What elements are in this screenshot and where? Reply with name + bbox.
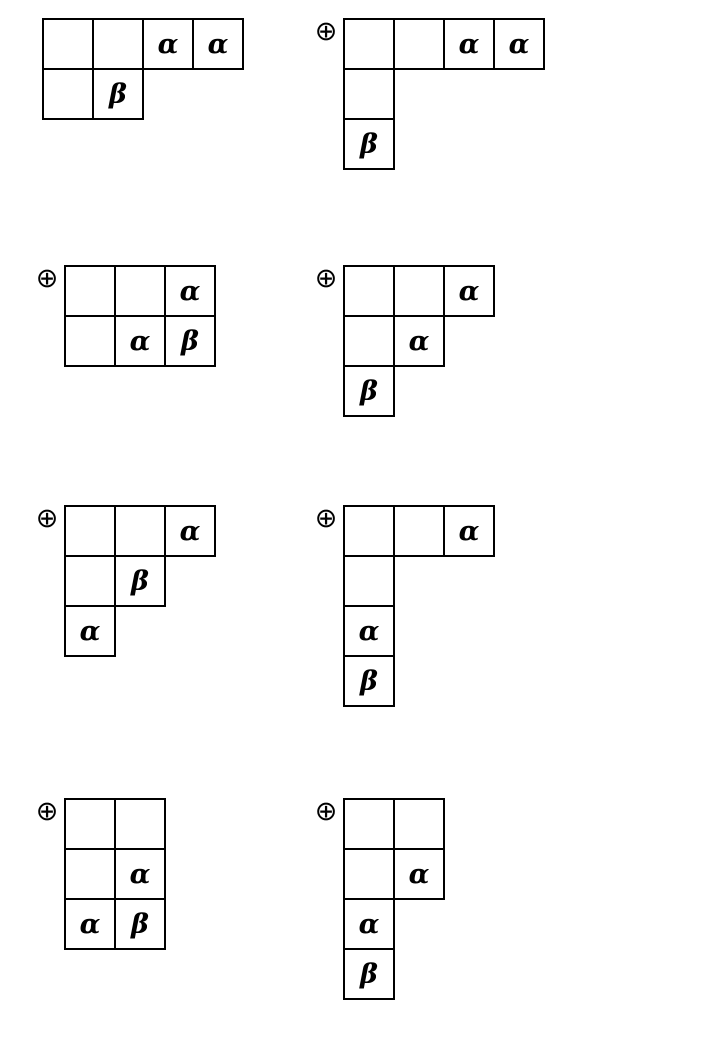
direct-sum-operator-icon: ⊕	[314, 263, 338, 294]
tableau-row	[343, 948, 445, 1000]
tableau-cell-empty	[393, 18, 445, 70]
tableau-group	[30, 265, 216, 367]
tableau-cell-labeled: β	[343, 655, 395, 707]
tableau-cell-labeled: α	[64, 898, 116, 950]
tableau-group	[8, 18, 244, 120]
tableau-cell-labeled: α	[142, 18, 194, 70]
tableau-row	[64, 265, 216, 317]
tableau-cell-labeled: α	[343, 605, 395, 657]
tableau-cell-empty	[343, 315, 395, 367]
young-tableau	[343, 18, 545, 170]
tableau-cell-labeled: α	[114, 315, 166, 367]
tableau-row	[343, 18, 545, 70]
direct-sum-operator-icon: ⊕	[35, 796, 59, 827]
tableau-row	[343, 605, 495, 657]
tableau-cell-labeled: β	[343, 118, 395, 170]
tableau-cell-empty	[343, 265, 395, 317]
tableau-row	[64, 848, 166, 900]
tableau-cell-empty	[343, 68, 395, 120]
tableau-cell-labeled: α	[443, 265, 495, 317]
tableau-cell-labeled: β	[114, 555, 166, 607]
tableau-cell-labeled: β	[164, 315, 216, 367]
tableau-cell-empty	[64, 505, 116, 557]
young-tableau	[64, 265, 216, 367]
tableau-group	[30, 505, 216, 657]
tableau-cell-labeled: α	[64, 605, 116, 657]
tableau-cell-empty	[393, 798, 445, 850]
tableau-row	[343, 555, 495, 607]
young-tableau	[42, 18, 244, 120]
tableau-group	[30, 798, 166, 950]
tableau-cell-empty	[64, 555, 116, 607]
tableau-cell-empty	[343, 18, 395, 70]
tableau-cell-labeled: α	[164, 265, 216, 317]
tableau-cell-labeled: α	[493, 18, 545, 70]
tableau-row	[343, 265, 495, 317]
tableau-cell-empty	[92, 18, 144, 70]
tableau-row	[42, 68, 244, 120]
tableau-row	[343, 898, 445, 950]
tableau-group	[309, 505, 495, 707]
tableau-group	[309, 18, 545, 170]
tableau-group	[309, 798, 445, 1000]
tableau-cell-empty	[64, 265, 116, 317]
direct-sum-operator-icon: ⊕	[35, 503, 59, 534]
tableau-cell-labeled: β	[343, 948, 395, 1000]
tableau-cell-empty	[64, 798, 116, 850]
tableau-row	[343, 798, 445, 850]
tableau-row	[64, 898, 166, 950]
tableau-cell-empty	[64, 848, 116, 900]
tableau-row	[343, 68, 545, 120]
tableau-row	[42, 18, 244, 70]
tableau-row	[64, 555, 216, 607]
tableau-row	[64, 605, 216, 657]
tableau-cell-empty	[114, 505, 166, 557]
tableau-cell-empty	[393, 265, 445, 317]
tableau-cell-labeled: α	[114, 848, 166, 900]
tableau-cell-empty	[343, 555, 395, 607]
direct-sum-operator-icon: ⊕	[314, 16, 338, 47]
young-tableau	[343, 265, 495, 417]
tableau-cell-empty	[42, 68, 94, 120]
direct-sum-operator-icon: ⊕	[314, 796, 338, 827]
tableau-cell-labeled: α	[443, 505, 495, 557]
young-tableau	[64, 798, 166, 950]
tableau-cell-labeled: β	[343, 365, 395, 417]
young-tableau	[343, 798, 445, 1000]
tableau-cell-empty	[114, 798, 166, 850]
direct-sum-operator-icon: ⊕	[35, 263, 59, 294]
tableau-cell-empty	[42, 18, 94, 70]
tableau-cell-empty	[393, 505, 445, 557]
tableau-row	[343, 365, 495, 417]
tableau-cell-empty	[343, 798, 395, 850]
tableau-cell-labeled: α	[164, 505, 216, 557]
tableau-row	[343, 848, 445, 900]
tableau-row	[64, 315, 216, 367]
tableau-cell-labeled: β	[92, 68, 144, 120]
tableau-cell-labeled: β	[114, 898, 166, 950]
tableau-cell-labeled: α	[393, 315, 445, 367]
young-tableau	[343, 505, 495, 707]
tableau-cell-empty	[343, 505, 395, 557]
tableau-cell-empty	[114, 265, 166, 317]
tableau-row	[64, 798, 166, 850]
direct-sum-operator-icon: ⊕	[314, 503, 338, 534]
tableau-cell-labeled: α	[443, 18, 495, 70]
tableau-cell-empty	[343, 848, 395, 900]
tableau-group	[309, 265, 495, 417]
tableau-cell-labeled: α	[192, 18, 244, 70]
tableau-row	[343, 505, 495, 557]
tableau-row	[343, 315, 495, 367]
tableau-cell-empty	[64, 315, 116, 367]
tableau-cell-labeled: α	[343, 898, 395, 950]
tableau-row	[343, 655, 495, 707]
tableau-row	[343, 118, 545, 170]
young-tableau	[64, 505, 216, 657]
tableau-cell-labeled: α	[393, 848, 445, 900]
tableau-row	[64, 505, 216, 557]
